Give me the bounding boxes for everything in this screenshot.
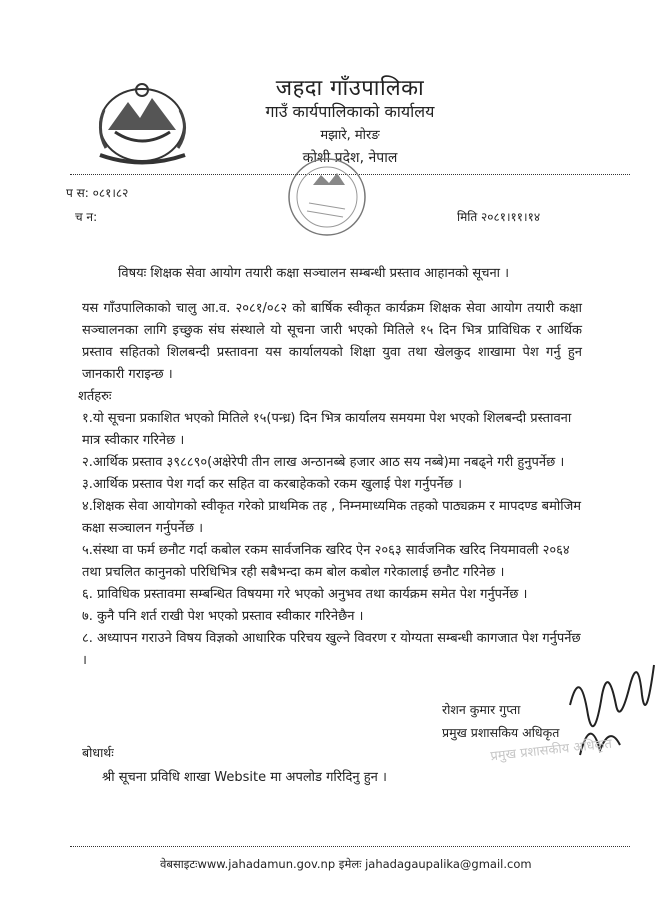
bodhartha-label: बोधार्थः xyxy=(82,745,114,760)
faded-stamp-text: प्रमुख प्रशासकीय अधिकृत xyxy=(489,736,613,765)
condition-item: ७. कुनै पनि शर्त राखी पेश भएको प्रस्ताव स्वीकार गरिनेछैन । xyxy=(82,609,364,624)
office-name: गाउँ कार्यपालिकाको कार्यालय xyxy=(265,102,435,121)
conditions-heading: शर्तहरुः xyxy=(78,389,112,404)
footer-contact: वेबसाइटःwww.jahadamun.gov.np इमेलः jahadagaupalika@gmail.com xyxy=(160,857,532,871)
conditions-list xyxy=(78,386,582,672)
condition-item: ५.संस्था वा फर्म छनौट गर्दा कबोल रकम सार्वजनिक खरिद ऐन २०६३ सार्वजनिक खरिद नियमावली २०६४ तथा प्रचलित कानुनको परिधिभित्र रही सबैभन्दा कम बोल कबोल गरेकालाई छनौट गरिनेछ । xyxy=(82,543,570,580)
dispatch-number: च न: xyxy=(75,210,98,224)
condition-item: १.यो सूचना प्रकाशित भएको मितिले १५(पन्ध्र) दिन भित्र कार्यालय समयमा पेश भएको शिलबन्दी प्रस्तावना मात्र स्वीकार गरिनेछ । xyxy=(82,411,572,448)
org-name: जहदा गाँउपालिका xyxy=(275,76,425,101)
condition-item: ८. अध्यापन गराउने विषय विज्ञको आधारिक परिचय खुल्ने विवरण र योग्यता सम्बन्धी कागजात पेश गर्नुपर्नेछ । xyxy=(82,631,581,668)
office-stamp-icon xyxy=(285,155,370,240)
footer-divider xyxy=(70,846,630,847)
letter-number: प स: ०८१।८२ xyxy=(66,186,129,200)
subject-line: विषयः शिक्षक सेवा आयोग तयारी कक्षा सञ्चालन सम्बन्धी प्रस्ताव आहानको सूचना । xyxy=(118,266,510,281)
bodhartha-item: श्री सूचना प्रविधि शाखा Website मा अपलोड गरिदिनु हुन । xyxy=(102,770,387,785)
condition-item: ६. प्राविधिक प्रस्तावमा सम्बन्धित विषयमा गरे भएको अनुभव तथा कार्यक्रम समेत पेश गर्नुपर्नेछ । xyxy=(82,587,528,602)
letter-date: मिति २०८१।११।१४ xyxy=(457,210,541,224)
signatory-title: प्रमुख प्रशासकिय अधिकृत xyxy=(442,725,560,740)
office-province: कोशी प्रदेश, नेपाल xyxy=(302,150,398,166)
nepal-emblem-icon xyxy=(90,70,195,170)
condition-item: २.आर्थिक प्रस्ताव ३९८८९०(अक्षेरेपी तीन लाख अन्ठानब्बे हजार आठ सय नब्बे)मा नबढ्ने गरी हुनुपर्नेछ । xyxy=(82,455,565,470)
signatory-name: रोशन कुमार गुप्ता xyxy=(442,702,521,717)
condition-item: ३.आर्थिक प्रस्ताव पेश गर्दा कर सहित वा करबाहेकको रकम खुलाई पेश गर्नुपर्नेछ । xyxy=(82,477,463,492)
intro-paragraph: यस गाँउपालिकाको चालु आ.व. २०८१/०८२ को बार्षिक स्वीकृत कार्यक्रम शिक्षक सेवा आयोग तयारी कक्षा सञ्चालनका लागि इच्छुक संघ संस्थाले यो सूचना जारी भएको मितिले १५ दिन भित्र प्राविधिक र आर्थिक प्रस्ताव सहितको शिलबन्दी प्रस्तावना यस कार्यालयको शिक्षा युवा तथा खेलकुद शाखामा पेश गर्नु हुन जानकारी गराइन्छ । xyxy=(82,301,582,382)
condition-item: ४.शिक्षक सेवा आयोगको स्वीकृत गरेको प्राथमिक तह , निम्नमाध्यमिक तहको पाठ्यक्रम र मापदण्ड बमोजिम कक्षा सञ्चालन गर्नुपर्नेछ । xyxy=(82,499,581,536)
office-place: मझारे, मोरङ xyxy=(320,128,380,143)
